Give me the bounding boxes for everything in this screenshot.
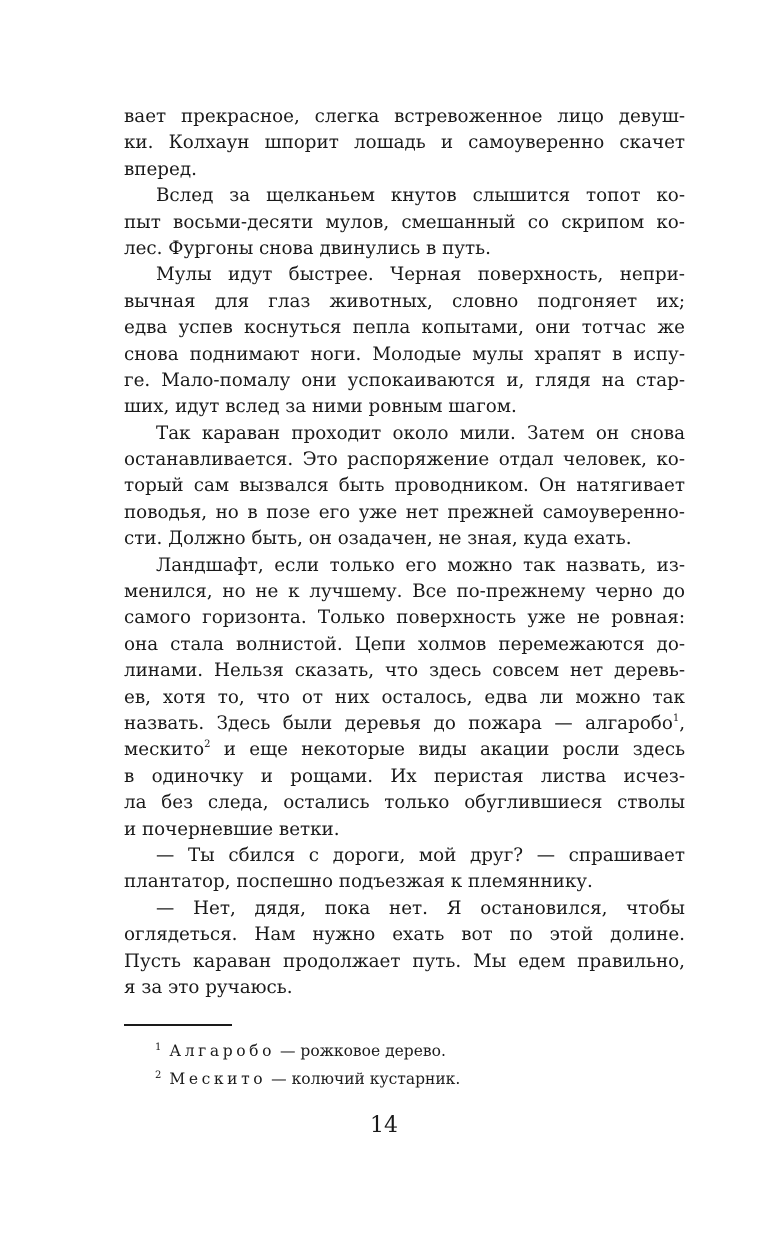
- text-line: Пусть караван продолжает путь. Мы едем правильно,: [124, 950, 685, 972]
- text-line: ев, хотя то, что от них осталось, едва ли можно так: [124, 686, 685, 708]
- footnote-2: [155, 1066, 460, 1089]
- text-line: менился, но не к лучшему. Все по-прежнему черно до: [124, 581, 685, 603]
- footnote-1-mark: 1: [155, 1042, 162, 1053]
- text-line: ших, идут вслед за ними ровным шагом.: [124, 396, 517, 418]
- text-line: самого горизонта. Только поверхность уже не ровная:: [124, 607, 685, 629]
- footnote-separator: [124, 1024, 232, 1026]
- text-line: она стала волнистой. Цепи холмов перемежаются до-: [124, 633, 685, 655]
- text-line: лес. Фургоны снова двинулись в путь.: [124, 237, 491, 259]
- text-line: останавливается. Это распоряжение отдал человек, ко-: [124, 449, 685, 471]
- text-line: торый сам вызвался быть проводником. Он натягивает: [124, 475, 685, 497]
- text-line: вперед.: [124, 158, 197, 180]
- footnote-1: [155, 1038, 446, 1061]
- text-line: снова поднимают ноги. Молодые мулы храпят в испу-: [124, 343, 685, 365]
- footnote-2-definition: — колючий кустарник.: [266, 1070, 461, 1088]
- text-line: назвать. Здесь были деревья до пожара — алгаробо$^1$,: [124, 712, 686, 734]
- footnote-2-term: Мескито: [169, 1070, 267, 1088]
- text-line: едва успев коснуться пепла копытами, они тотчас же: [124, 317, 685, 339]
- footnote-reference: 2: [204, 739, 211, 751]
- text-line: и почерневшие ветки.: [124, 818, 340, 840]
- footnote-1-term: Алгаробо: [169, 1042, 276, 1060]
- text-line: я за это ручаюсь.: [124, 976, 293, 998]
- text-line: ла без следа, остались только обуглившиеся стволы: [124, 792, 685, 814]
- text-line: оглядеться. Нам нужно ехать вот по этой долине.: [124, 924, 685, 946]
- text-line: ге. Мало-помалу они успокаиваются и, глядя на стар-: [124, 369, 685, 391]
- text-line: вычная для глаз животных, словно подгоняет их;: [124, 290, 685, 312]
- text-line: сти. Должно быть, он озадачен, не зная, куда ехать.: [124, 528, 632, 550]
- text-line: Ландшафт, если только его можно так назвать, из-: [156, 554, 685, 576]
- text-line: вает прекрасное, слегка встревоженное лицо девуш-: [124, 106, 685, 127]
- page-number: 14: [370, 1113, 398, 1138]
- text-line: поводья, но в позе его уже нет прежней самоуверенно-: [124, 501, 685, 523]
- text-line: Мулы идут быстрее. Черная поверхность, непри-: [156, 264, 685, 286]
- text-line: — Нет, дядя, пока нет. Я остановился, чтобы: [156, 897, 685, 919]
- text-line: Так караван проходит около мили. Затем он снова: [156, 422, 685, 444]
- footnote-reference: 1: [672, 712, 680, 724]
- body-text: [124, 104, 685, 1001]
- footnote-1-definition: — рожковое дерево.: [275, 1042, 446, 1060]
- text-line: линами. Нельзя сказать, что здесь совсем нет деревь-: [124, 660, 685, 682]
- text-line: — Ты сбился с дороги, мой друг? — спрашивает: [156, 844, 685, 866]
- text-line: плантатор, поспешно подъезжая к племяннику.: [124, 871, 593, 893]
- text-line: Вслед за щелканьем кнутов слышится топот ко-: [156, 185, 685, 207]
- footnote-2-mark: 2: [155, 1070, 162, 1081]
- text-line: ки. Колхаун шпорит лошадь и самоуверенно скачет: [124, 132, 685, 154]
- text-line: мескито$^2$ и еще некоторые виды акации росли здесь: [124, 739, 686, 761]
- text-line: пыт восьми-десяти мулов, смешанный со скрипом ко-: [124, 211, 685, 233]
- text-line: в одиночку и рощами. Их перистая листва исчез-: [124, 765, 685, 787]
